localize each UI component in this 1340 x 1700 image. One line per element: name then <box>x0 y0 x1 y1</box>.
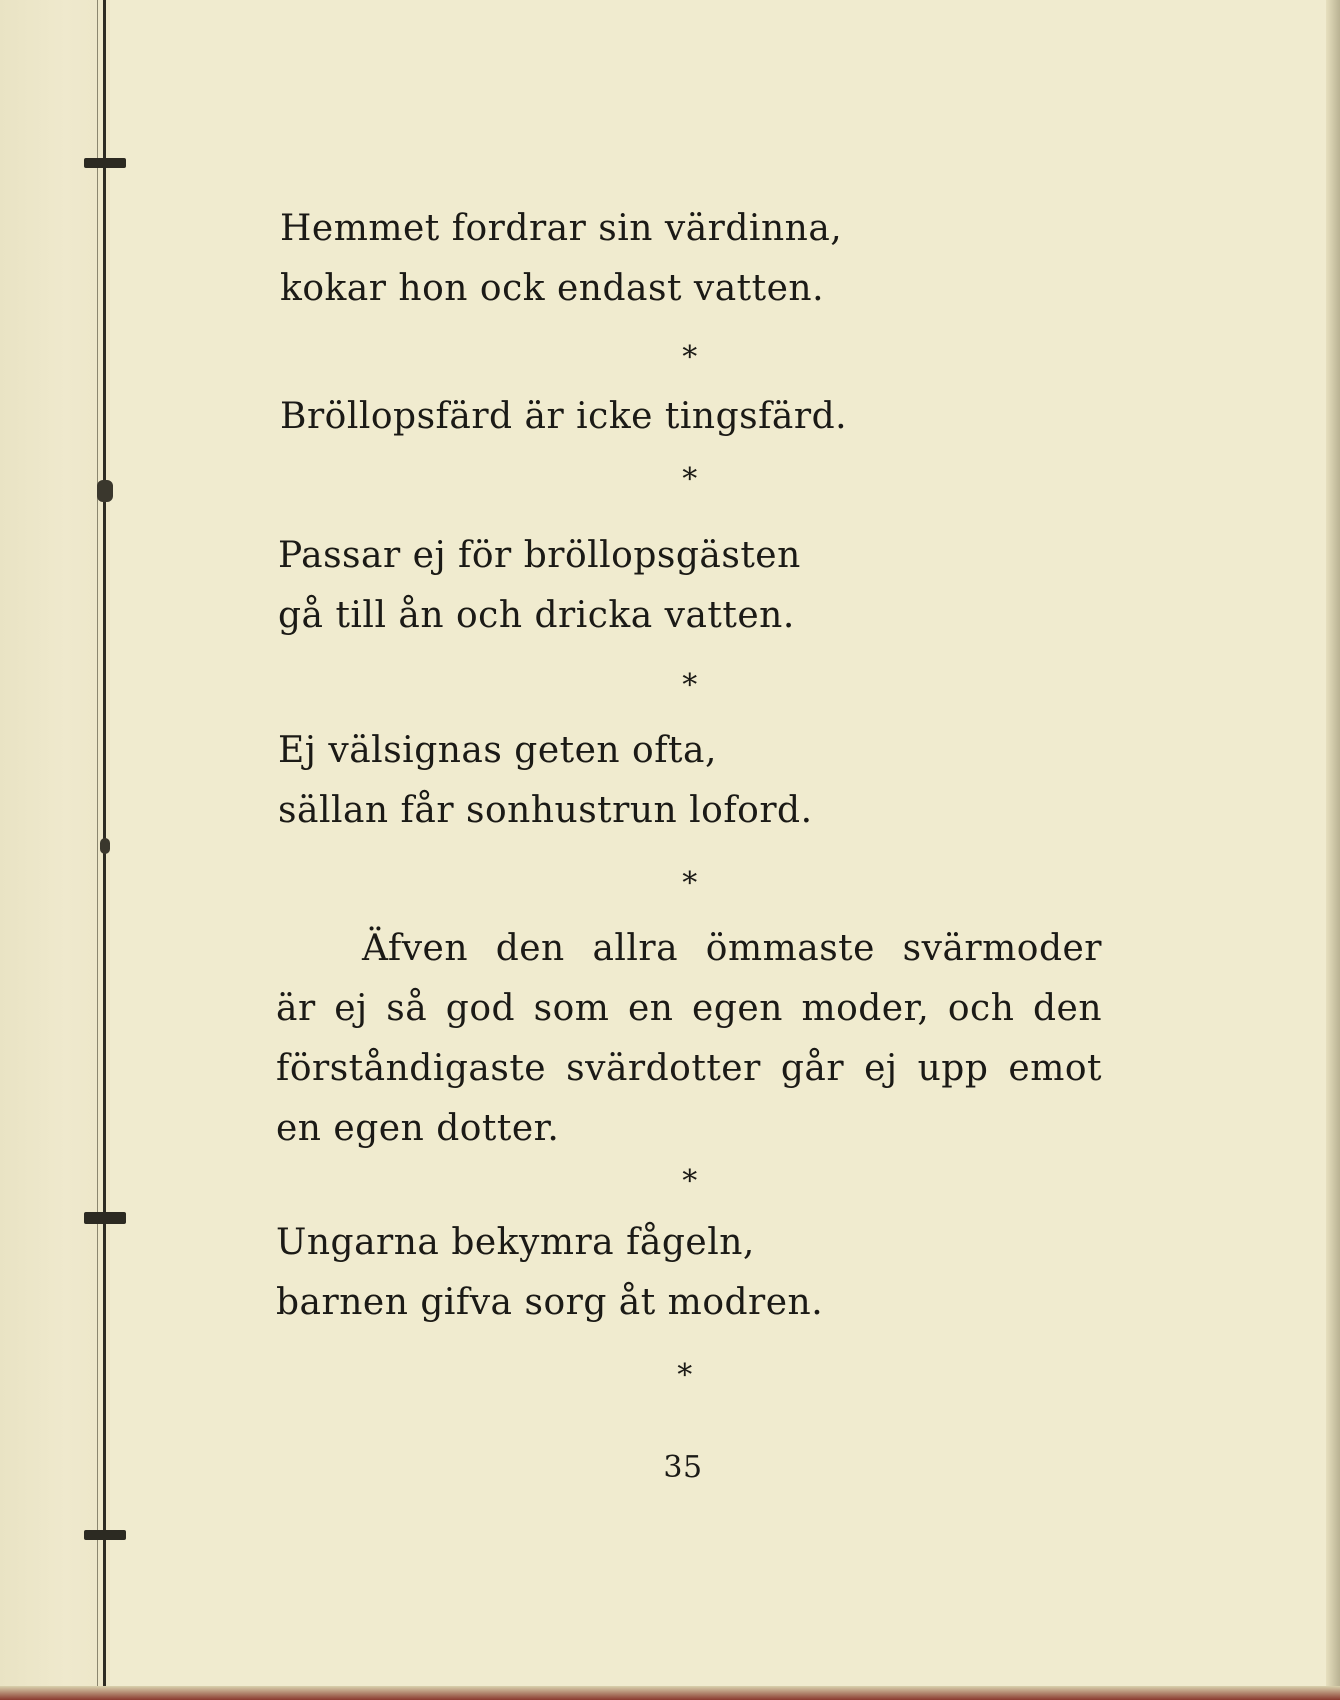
verse-line: gå till ån och dricka vatten. <box>278 595 795 636</box>
section-separator: * <box>682 1164 698 1199</box>
verse-line: sällan får sonhustrun loford. <box>278 790 813 831</box>
verse-line: barnen gifva sorg åt modren. <box>276 1282 824 1323</box>
verse-line: Passar ej för bröllopsgästen <box>278 535 801 576</box>
section-separator: * <box>677 1358 693 1393</box>
prose-line: förståndigaste svärdotter går ej upp emot <box>276 1048 1102 1089</box>
prose-line: är ej så god som en egen moder, och den <box>276 988 1102 1029</box>
section-separator: * <box>682 340 698 375</box>
prose-line: en egen dotter. <box>276 1108 560 1149</box>
page-number: 35 <box>663 1450 703 1485</box>
verse-line: Ungarna bekymra fågeln, <box>276 1222 755 1263</box>
verse-line: kokar hon ock endast vatten. <box>280 268 825 309</box>
section-separator: * <box>682 668 698 703</box>
prose-line: Äfven den allra ömmaste svärmoder <box>362 928 1102 969</box>
verse-line: Bröllopsfärd är icke tingsfärd. <box>280 396 848 437</box>
verse-line: Ej välsignas geten ofta, <box>278 730 717 771</box>
section-separator: * <box>682 866 698 901</box>
verse-line: Hemmet fordrar sin värdinna, <box>280 208 843 249</box>
section-separator: * <box>682 462 698 497</box>
